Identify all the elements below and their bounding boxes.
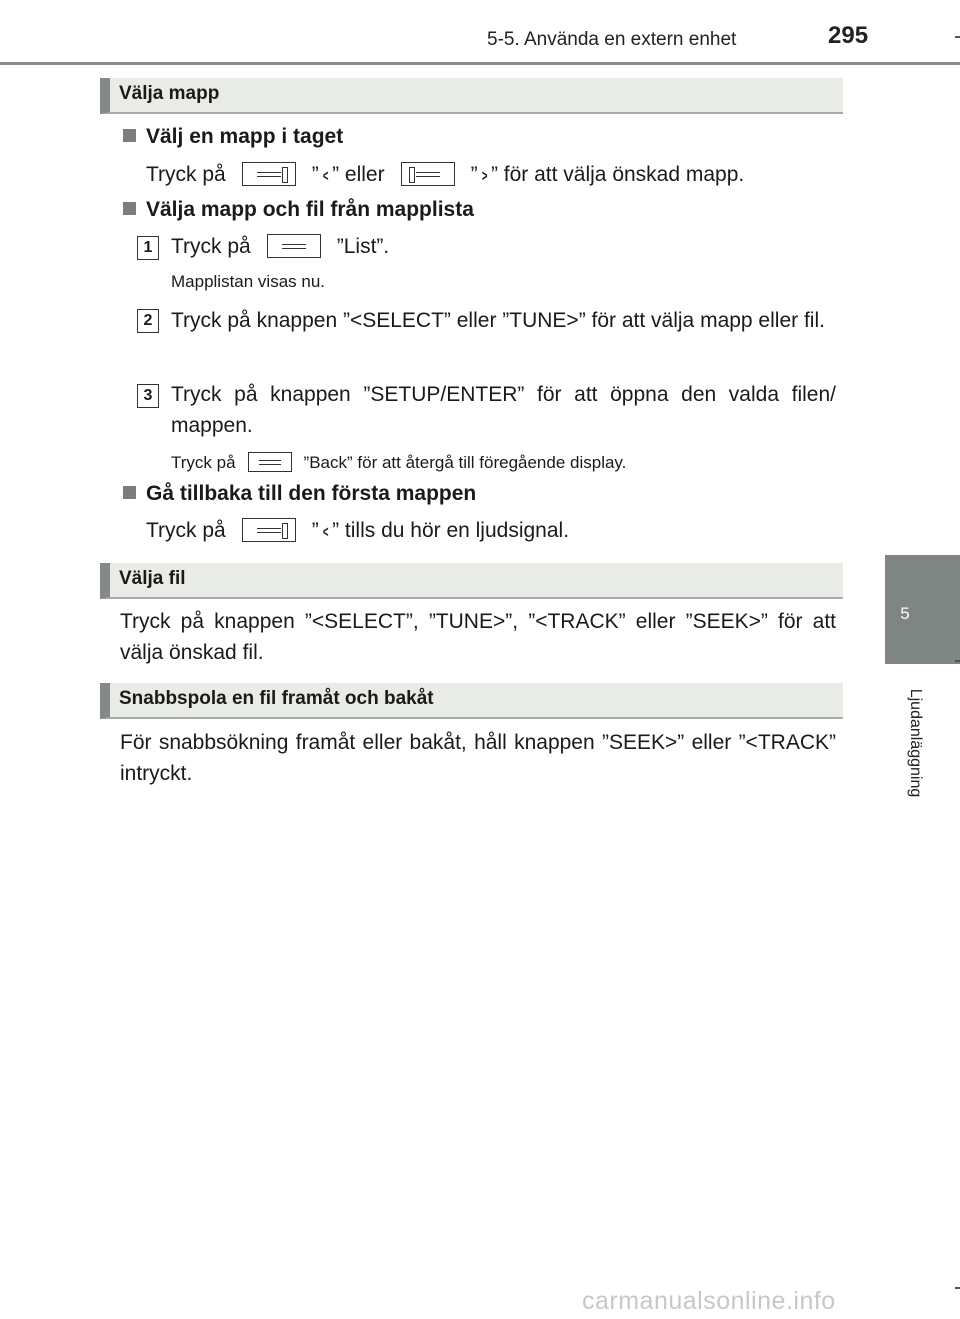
- instruction-text: ” eller: [332, 163, 385, 186]
- step-1-text: [171, 234, 389, 259]
- page-number: 295: [828, 22, 869, 49]
- list-button-icon: [267, 234, 321, 258]
- section-title: Välja fil: [119, 568, 186, 589]
- chevron-right-icon: >: [481, 168, 488, 185]
- instruction-line-select-folder: [146, 162, 744, 187]
- instruction-text: Tryck på: [146, 163, 226, 186]
- chapter-tab: [885, 555, 960, 664]
- watermark: carmanualsonline.info: [582, 1287, 836, 1315]
- square-bullet-icon: [123, 202, 136, 215]
- corner-tick-top: [955, 36, 960, 38]
- seek-track-button-icon: [242, 162, 296, 186]
- step-text: Tryck på: [171, 235, 251, 258]
- chevron-left-icon: <: [322, 168, 329, 185]
- square-bullet-icon: [123, 486, 136, 499]
- header-rule: [0, 62, 960, 65]
- chapter-number: 5: [900, 604, 910, 623]
- corner-tick-bottom: [955, 1287, 960, 1289]
- valja-fil-text: Tryck på knappen ”<SELECT”, ”TUNE>”, ”<TRACK” eller ”SEEK>” för att välja önskad fil.: [120, 610, 836, 664]
- step-2-text: Tryck på knappen ”<SELECT” eller ”TUNE>” för att välja mapp eller fil.: [171, 309, 825, 332]
- section-header-valja-fil: [100, 563, 843, 599]
- step-3-note: [171, 452, 626, 473]
- snabbspola-text: För snabbsökning framåt eller bakåt, håll knappen ”SEEK>” eller ”<TRACK” intryckt.: [120, 731, 836, 785]
- square-bullet-icon: [123, 129, 136, 142]
- step-number-2: 2: [137, 309, 159, 333]
- instruction-line-first-folder: [146, 518, 569, 543]
- subheading-ga-tillbaka: [123, 482, 476, 506]
- chevron-left-icon: <: [322, 524, 329, 541]
- header-section-title: 5-5. Använda en extern enhet: [487, 29, 737, 50]
- chapter-label-text: Ljudanläggning: [907, 688, 924, 798]
- seek-track-button-icon: [401, 162, 455, 186]
- instruction-text: Tryck på: [146, 519, 226, 542]
- subheading-valja-mapp-och-fil: [123, 198, 474, 222]
- step-number-1: 1: [137, 236, 159, 260]
- step-1-note: Mapplistan visas nu.: [171, 272, 326, 291]
- chapter-tab-tick: [955, 660, 960, 662]
- step-3-text: Tryck på knappen ”SETUP/ENTER” för att öppna den valda filen/ mappen.: [171, 383, 836, 437]
- quote-open: ”: [470, 163, 478, 186]
- subheading-text: Gå tillbaka till den första mappen: [146, 482, 477, 505]
- subheading-valj-en-mapp: [123, 125, 343, 149]
- instruction-text: ” tills du hör en ljudsignal.: [332, 519, 570, 542]
- step-text: ”List”.: [336, 235, 390, 258]
- step-number-3: 3: [137, 384, 159, 408]
- quote-open: ”: [311, 163, 319, 186]
- back-button-icon: [248, 452, 292, 472]
- subheading-text: Välj en mapp i taget: [146, 125, 344, 148]
- note-text: Tryck på: [171, 453, 236, 472]
- note-text: ”Back” för att återgå till föregående display.: [303, 453, 627, 472]
- quote-open: ”: [311, 519, 319, 542]
- section-title: Välja mapp: [119, 83, 220, 104]
- subheading-text: Välja mapp och fil från mapplista: [146, 198, 474, 221]
- section-title: Snabbspola en fil framåt och bakåt: [119, 688, 434, 709]
- section-header-valja-mapp: [100, 78, 843, 114]
- seek-track-button-icon: [242, 518, 296, 542]
- section-header-snabbspola: [100, 683, 843, 719]
- instruction-text: ” för att välja önskad mapp.: [490, 163, 745, 186]
